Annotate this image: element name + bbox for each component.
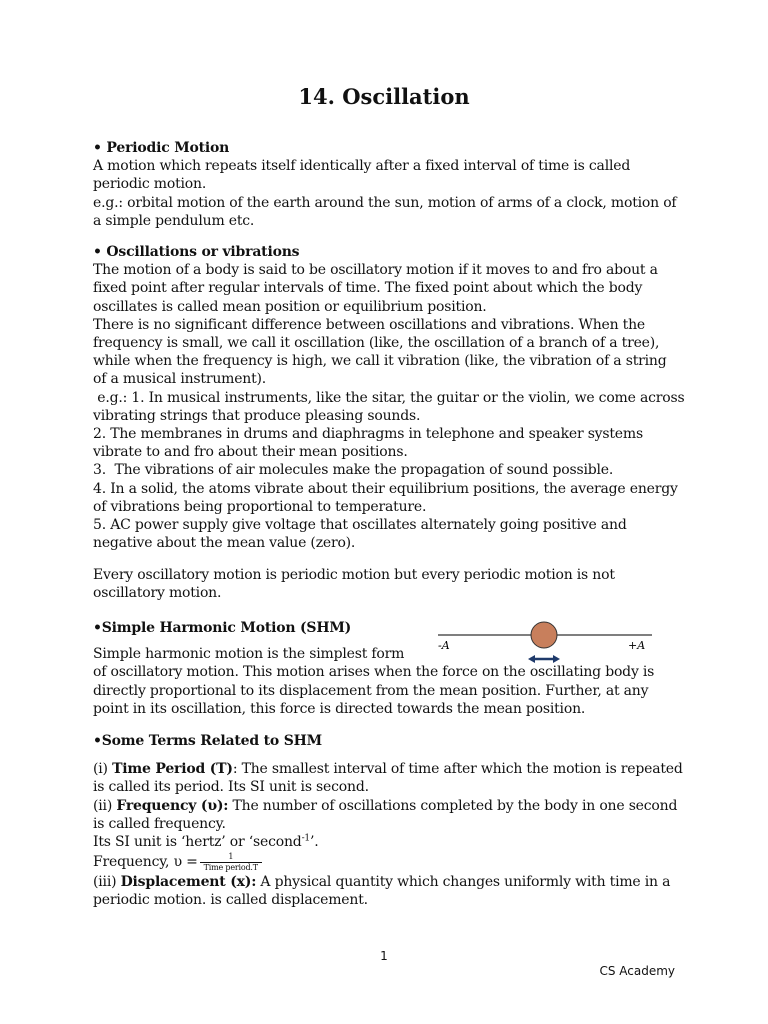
paragraph-line: oscillates is called mean position or equilibrium position. (93, 298, 487, 315)
term-definition: : The smallest interval of time after which the motion is repeated (232, 761, 683, 778)
paragraph-line: negative about the mean value (zero). (93, 535, 356, 552)
fraction-numerator: 1 (228, 851, 234, 861)
term-name: Time Period (T) (112, 761, 233, 778)
paragraph-line: a simple pendulum etc. (93, 212, 255, 229)
paragraph-line: 5. AC power supply give voltage that oscillates alternately going positive and (93, 517, 627, 534)
paragraph-line: while when the frequency is high, we call it vibration (like, the vibration of a string (93, 353, 667, 370)
paragraph-line: A motion which repeats itself identically after a fixed interval of time is called (93, 158, 631, 175)
paragraph-line: oscillatory motion. (93, 585, 222, 602)
page-title: 14. Oscillation (298, 84, 470, 109)
page-number: 1 (380, 949, 388, 963)
section-heading: • Oscillations or vibrations (93, 244, 300, 260)
section-periodic-motion (93, 139, 693, 230)
shm-diagram (436, 618, 656, 668)
double-arrow-icon (528, 655, 560, 663)
paragraph-line: There is no significant difference between oscillations and vibrations. When the (93, 316, 645, 333)
section-shm-terms (93, 732, 693, 910)
formula-label: Frequency, υ = (93, 854, 198, 871)
si-unit-line (93, 833, 693, 851)
paragraph-line: e.g.: orbital motion of the earth around the sun, motion of arms of a clock, motion of (93, 194, 677, 211)
paragraph-line: of a musical instrument). (93, 371, 267, 388)
section-heading: • Periodic Motion (93, 140, 230, 156)
frequency-formula (93, 851, 693, 873)
paragraph-line: Every oscillatory motion is periodic motion but every periodic motion is not (93, 567, 615, 583)
paragraph-line: vibrating strings that produce pleasing sounds. (93, 407, 421, 424)
term-prefix: (iii) (93, 874, 121, 891)
label-minus-a: -A (438, 639, 450, 652)
paragraph-line: 4. In a solid, the atoms vibrate about their equilibrium positions, the average energy (93, 480, 678, 497)
fraction-denominator: Time period.T (200, 862, 262, 873)
label-plus-a: +A (628, 639, 646, 652)
term-name: Frequency (υ): (116, 797, 229, 814)
paragraph-line: of oscillatory motion. This motion arises when the force on the oscillating body is (93, 664, 655, 681)
section-heading: •Some Terms Related to SHM (93, 733, 322, 749)
paragraph-line: vibrate to and fro about their mean positions. (93, 444, 408, 461)
term-prefix: (i) (93, 761, 113, 778)
section-periodic-vs-oscillatory (93, 566, 693, 602)
superscript: -1 (301, 833, 310, 844)
oscillating-ball (531, 622, 557, 648)
paragraph-line: directly proportional to its displacement from the mean position. Further, at any (93, 682, 649, 699)
footer-brand: CS Academy (599, 964, 675, 978)
term-displacement (93, 873, 693, 891)
paragraph-line: 3. The vibrations of air molecules make the propagation of sound possible. (93, 462, 614, 479)
section-oscillations (93, 243, 693, 552)
term-prefix: (ii) (93, 797, 117, 814)
paragraph-line: is called frequency. (93, 815, 226, 832)
paragraph-line: fixed point after regular intervals of time. The fixed point about which the body (93, 280, 643, 297)
paragraph-line: periodic motion. (93, 176, 207, 193)
si-unit-end: ’. (309, 834, 319, 851)
paragraph-line: point in its oscillation, this force is directed towards the mean position. (93, 700, 586, 717)
paragraph-line: frequency is small, we call it oscillation (like, the oscillation of a branch of a tree), (93, 335, 660, 352)
paragraph-line: of vibrations being proportional to temperature. (93, 498, 427, 515)
paragraph-line: periodic motion. is called displacement. (93, 892, 368, 909)
section-heading: •Simple Harmonic Motion (SHM) (93, 620, 352, 636)
paragraph-line: The motion of a body is said to be oscillatory motion if it moves to and fro about a (93, 262, 658, 279)
term-definition: A physical quantity which changes uniformly with time in a (256, 874, 671, 891)
term-name: Displacement (x): (120, 874, 257, 891)
formula-fraction (200, 852, 262, 873)
paragraph-line: e.g.: 1. In musical instruments, like the sitar, the guitar or the violin, we come across (93, 389, 685, 406)
paragraph-line: 2. The membranes in drums and diaphragms in telephone and speaker systems (93, 426, 643, 443)
paragraph-line: Simple harmonic motion is the simplest form (93, 646, 405, 663)
spacer (93, 750, 693, 760)
term-definition: The number of oscillations completed by the body in one second (228, 797, 678, 814)
term-frequency (93, 797, 693, 815)
si-unit-text: Its SI unit is ‘hertz’ or ‘second (93, 834, 302, 851)
term-time-period (93, 760, 693, 778)
paragraph-line: is called its period. Its SI unit is second. (93, 779, 369, 796)
